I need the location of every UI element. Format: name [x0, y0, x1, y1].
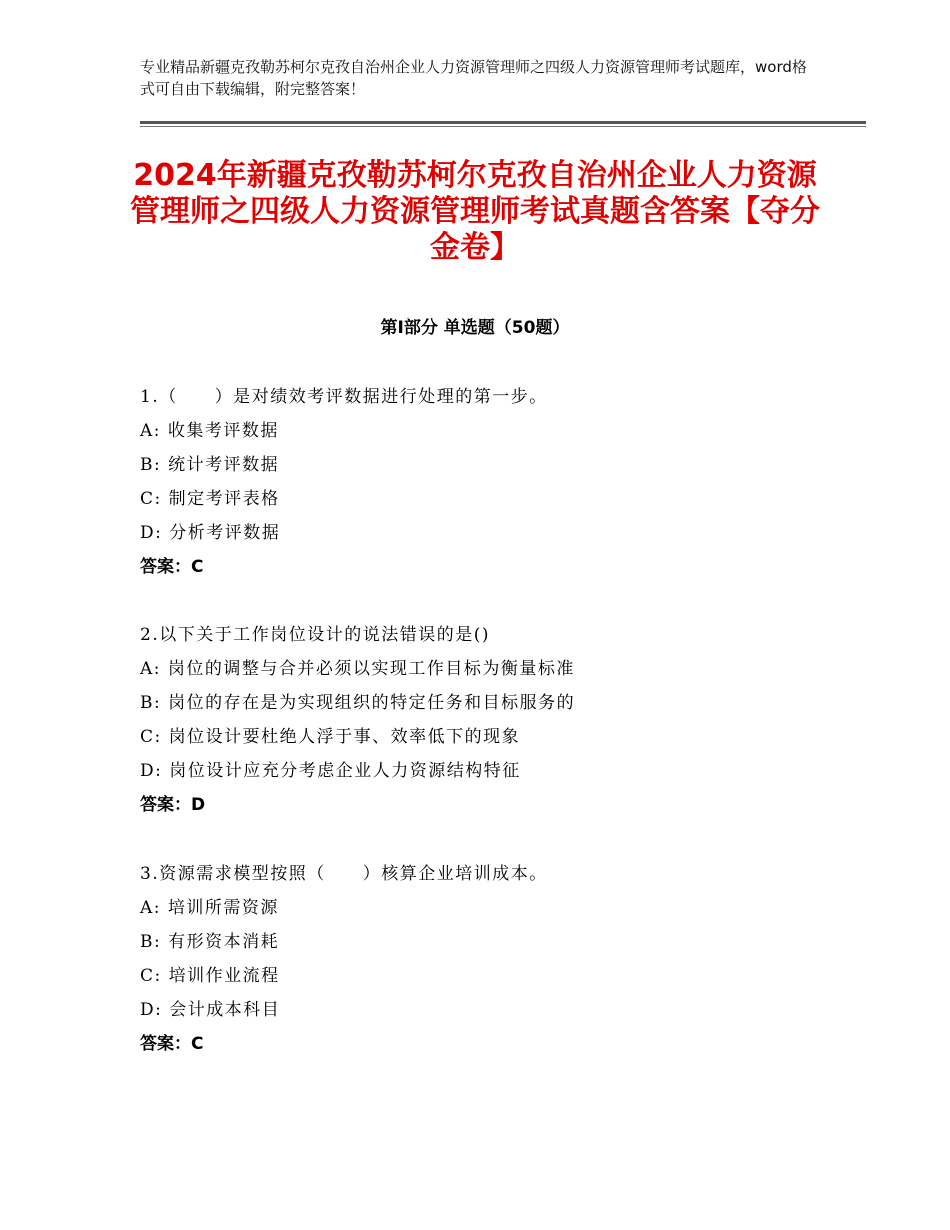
question-stem: 2.以下关于工作岗位设计的说法错误的是(): [140, 625, 490, 645]
option-d: D: 分析考评数据: [140, 523, 281, 543]
answer-line: 答案：D: [140, 795, 206, 815]
option-a: A: 岗位的调整与合并必须以实现工作目标为衡量标准: [140, 659, 575, 679]
question-block: [140, 618, 860, 822]
header-note: 专业精品新疆克孜勒苏柯尔克孜自治州企业人力资源管理师之四级人力资源管理师考试题库，word格式可自由下载编辑，附完整答案！: [140, 58, 807, 98]
question-stem: 1.（ ）是对绩效考评数据进行处理的第一步。: [140, 387, 548, 407]
option-d: D: 会计成本科目: [140, 1000, 281, 1020]
question-block: [140, 380, 860, 584]
option-c: C: 培训作业流程: [140, 966, 280, 986]
header-divider-thin: [140, 126, 866, 127]
option-b: B: 有形资本消耗: [140, 932, 280, 952]
option-a: A: 收集考评数据: [140, 421, 279, 441]
question-stem: 3.资源需求模型按照（ ）核算企业培训成本。: [140, 864, 548, 884]
answer-line: 答案：C: [140, 557, 204, 577]
option-c: C: 岗位设计要杜绝人浮于事、效率低下的现象: [140, 727, 521, 747]
option-d: D: 岗位设计应充分考虑企业人力资源结构特征: [140, 761, 521, 781]
section-heading: 第Ⅰ部分 单选题（50题）: [380, 318, 570, 338]
document-title: 2024年新疆克孜勒苏柯尔克孜自治州企业人力资源管理师之四级人力资源管理师考试真题含答案【夺分金卷】: [130, 158, 820, 265]
question-block: [140, 857, 860, 1061]
option-a: A: 培训所需资源: [140, 898, 279, 918]
option-b: B: 岗位的存在是为实现组织的特定任务和目标服务的: [140, 693, 576, 713]
answer-line: 答案：C: [140, 1034, 204, 1054]
header-divider-thick: [140, 121, 866, 124]
option-c: C: 制定考评表格: [140, 489, 280, 509]
option-b: B: 统计考评数据: [140, 455, 280, 475]
